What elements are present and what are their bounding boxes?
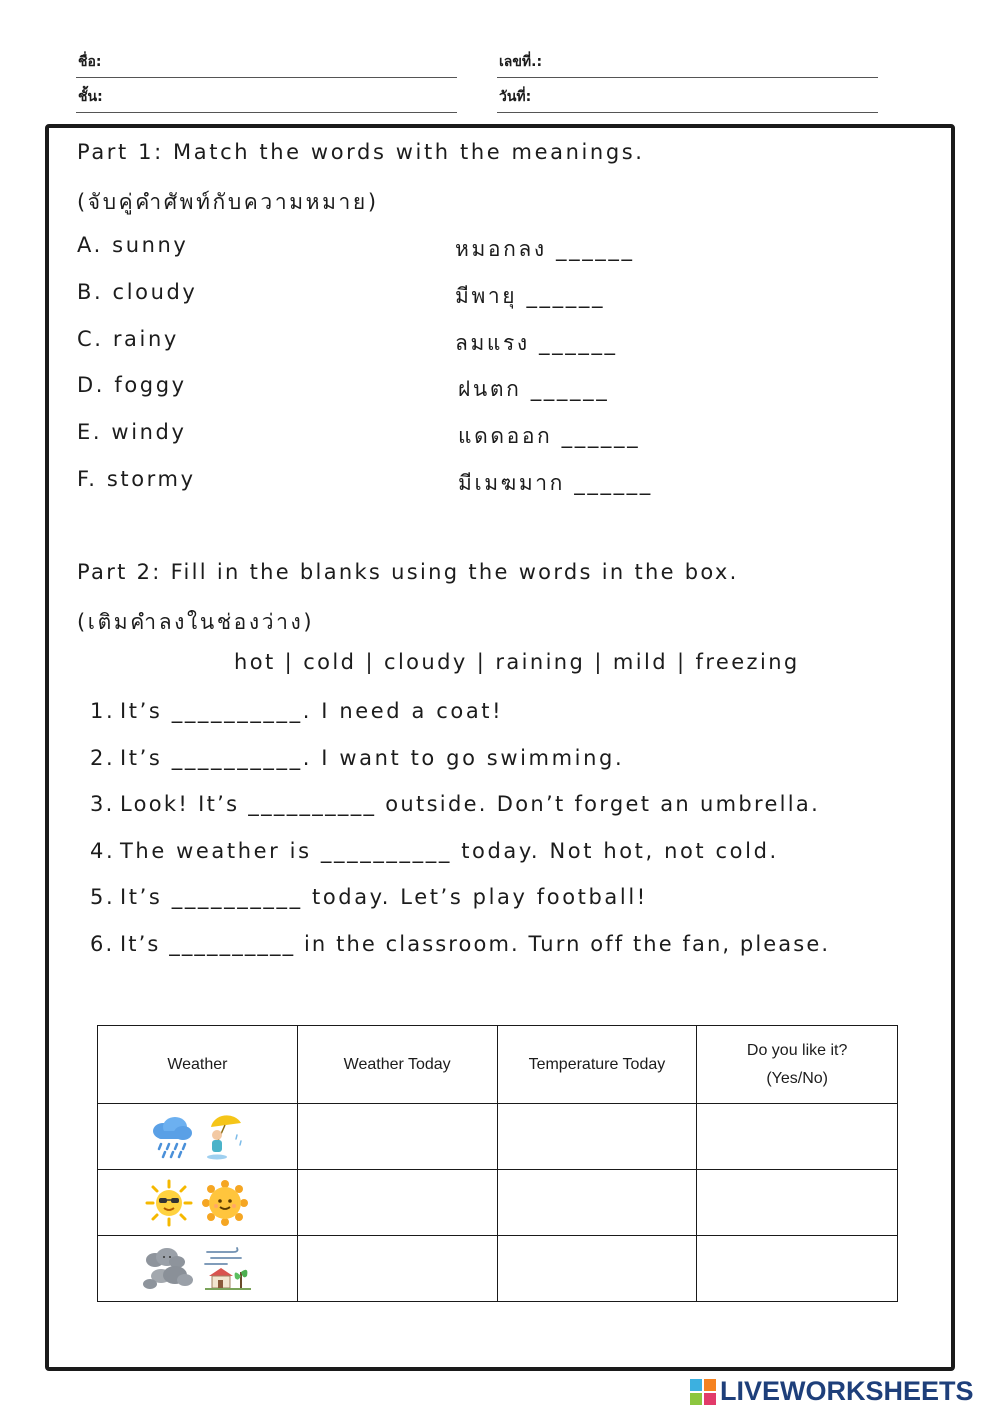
sentence-4	[90, 839, 779, 863]
part1-title: Part 1: Match the words with the meanings.	[77, 140, 645, 164]
match-right-1[interactable]: หมอกลง ______	[455, 237, 635, 261]
header-like-it	[697, 1026, 898, 1104]
temperature-today-cell[interactable]	[497, 1104, 697, 1170]
match-right-2[interactable]: มีพายุ ______	[455, 284, 606, 308]
windy-house-icon	[203, 1246, 253, 1292]
sentence-number: 6.	[90, 932, 115, 956]
sentence-text[interactable]: It’s __________ in the classroom. Turn off the fan, please.	[120, 932, 831, 956]
sentence-text[interactable]: It’s __________ today. Let’s play football!	[120, 885, 648, 909]
table-row	[98, 1170, 898, 1236]
match-left-c: C. rainy	[77, 327, 179, 351]
sentence-6	[90, 932, 830, 956]
match-right-3[interactable]: ลมแรง ______	[455, 331, 618, 355]
sentence-number: 5.	[90, 885, 116, 909]
weather-icons-cell	[98, 1170, 298, 1236]
sun-sunglasses-icon	[145, 1179, 193, 1227]
part2-title: Part 2: Fill in the blanks using the words in the box.	[77, 560, 739, 584]
sentence-number: 3.	[90, 792, 115, 816]
header-weather-today: Weather Today	[297, 1026, 497, 1104]
table-row	[98, 1236, 898, 1302]
class-field[interactable]	[76, 83, 457, 113]
match-right-5[interactable]: แดดออก ______	[458, 424, 641, 448]
header-like-options: (Yes/No)	[766, 1069, 828, 1087]
name-label: ชื่อ:	[78, 54, 102, 70]
header-weather: Weather	[98, 1026, 298, 1104]
like-it-cell[interactable]	[697, 1236, 898, 1302]
name-field[interactable]	[76, 48, 457, 78]
match-right-4[interactable]: ฝนตก ______	[458, 377, 610, 401]
weather-today-cell[interactable]	[297, 1104, 497, 1170]
weather-icons-cell	[98, 1104, 298, 1170]
table-row	[98, 1104, 898, 1170]
like-it-cell[interactable]	[697, 1104, 898, 1170]
weather-today-cell[interactable]	[297, 1170, 497, 1236]
smiling-sun-icon	[201, 1179, 249, 1227]
sentence-text[interactable]: It’s __________. I want to go swimming.	[120, 746, 625, 770]
date-field[interactable]	[497, 83, 878, 113]
temperature-today-cell[interactable]	[497, 1170, 697, 1236]
rain-cloud-icon	[149, 1113, 195, 1161]
date-label: วันที่:	[499, 89, 532, 105]
liveworksheets-logo-icon	[690, 1379, 716, 1405]
sentence-5	[90, 885, 648, 909]
sentence-1	[90, 699, 503, 723]
brand-text: LIVEWORKSHEETS	[720, 1376, 974, 1406]
header-like-question: Do you like it?	[746, 1041, 848, 1059]
child-umbrella-icon	[203, 1113, 245, 1161]
match-left-d: D. foggy	[77, 373, 187, 397]
word-box: hot | cold | cloudy | raining | mild | freezing	[234, 650, 800, 674]
grey-clouds-icon	[141, 1246, 195, 1292]
sentence-3	[90, 792, 820, 816]
number-field[interactable]	[497, 48, 878, 78]
part1-subtitle: (จับคู่คำศัพท์กับความหมาย)	[77, 190, 379, 214]
weather-icons-cell	[98, 1236, 298, 1302]
weather-table	[97, 1025, 898, 1302]
like-it-cell[interactable]	[697, 1170, 898, 1236]
sentence-number: 4.	[90, 839, 116, 863]
sentence-text[interactable]: Look! It’s __________ outside. Don’t forget an umbrella.	[120, 792, 821, 816]
sentence-text[interactable]: The weather is __________ today. Not hot, not cold.	[120, 839, 779, 863]
match-right-6[interactable]: มีเมฆมาก ______	[458, 471, 653, 495]
number-label: เลขที่.:	[499, 54, 543, 70]
part2-subtitle: (เติมคำลงในช่องว่าง)	[77, 610, 315, 634]
match-left-b: B. cloudy	[77, 280, 198, 304]
temperature-today-cell[interactable]	[497, 1236, 697, 1302]
match-left-e: E. windy	[77, 420, 187, 444]
sentence-number: 2.	[90, 746, 116, 770]
sentence-2	[90, 746, 624, 770]
liveworksheets-brand[interactable]	[690, 1376, 974, 1407]
sentence-text[interactable]: It’s __________. I need a coat!	[120, 699, 504, 723]
weather-today-cell[interactable]	[297, 1236, 497, 1302]
header-temperature-today: Temperature Today	[497, 1026, 697, 1104]
match-left-a: A. sunny	[77, 233, 189, 257]
sentence-number: 1.	[90, 699, 116, 723]
match-left-f: F. stormy	[77, 467, 196, 491]
class-label: ชั้น:	[78, 89, 103, 105]
